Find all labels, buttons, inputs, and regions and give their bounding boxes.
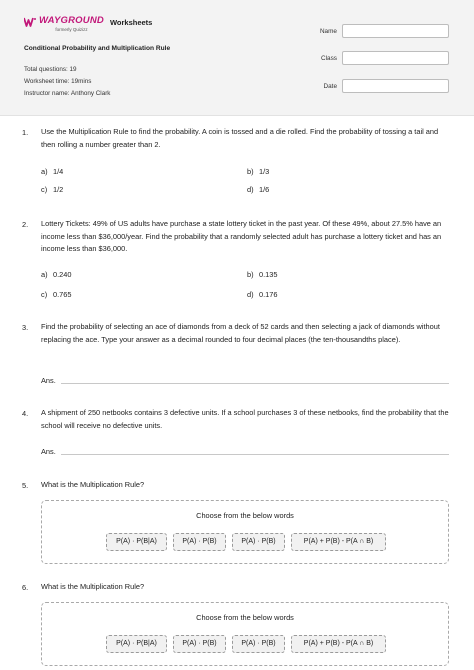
answer-option[interactable]	[41, 185, 63, 194]
answer-option[interactable]	[247, 167, 269, 176]
question-text: Find the probability of selecting an ace of diamonds from a deck of 52 cards and then selecting a jack of diamonds without replacing the ace. Type your answer as a decimal rounded to four decimal places (the ten-thousandths place).	[41, 322, 440, 344]
word-chip[interactable]: P(A) · P(B)	[173, 635, 226, 653]
question-number: 6.	[22, 583, 29, 592]
answer-line[interactable]	[61, 454, 449, 455]
worksheet-time: Worksheet time: 19mins	[24, 78, 92, 85]
option-letter: d)	[247, 185, 254, 194]
answer-option[interactable]	[247, 290, 278, 299]
class-label: Class	[321, 55, 337, 62]
question-text: What is the Multiplication Rule?	[41, 480, 145, 489]
wayground-logo-icon	[24, 17, 36, 27]
question-number: 1.	[22, 128, 29, 137]
option-value: 1/4	[53, 167, 64, 176]
option-value: 1/3	[259, 167, 270, 176]
logo-wordmark	[39, 15, 104, 32]
word-chip[interactable]: P(A) + P(B) - P(A ∩ B)	[291, 533, 386, 551]
word-chip[interactable]: P(A) · P(B)	[232, 533, 285, 551]
word-chip[interactable]: P(A) · P(B)	[232, 635, 285, 653]
question-text: A shipment of 250 netbooks contains 3 defective units. If a school purchases 3 of these netbooks, find the probability that the school will receive no defective units.	[41, 408, 449, 430]
answer-option[interactable]	[41, 290, 72, 299]
option-letter: a)	[41, 167, 48, 176]
answer-label: Ans.	[41, 447, 56, 456]
option-value: 0.135	[259, 270, 278, 279]
answer-line[interactable]	[61, 383, 449, 384]
name-label: Name	[319, 28, 337, 35]
option-letter: c)	[41, 185, 48, 194]
question-number: 5.	[22, 481, 29, 490]
option-value: 1/2	[53, 185, 64, 194]
word-chip[interactable]: P(A) · P(B)	[173, 533, 226, 551]
question-text: Use the Multiplication Rule to find the probability. A coin is tossed and a die rolled. Find the probability of tossing a tail and then rolling a number greater than 2.	[41, 127, 439, 149]
question-text: What is the Multiplication Rule?	[41, 582, 145, 591]
answer-label: Ans.	[41, 376, 56, 385]
word-chip[interactable]: P(A) · P(B|A)	[106, 533, 167, 551]
answer-option[interactable]	[41, 167, 63, 176]
word-chip[interactable]: P(A) · P(B|A)	[106, 635, 167, 653]
worksheet-header	[0, 0, 474, 116]
option-letter: b)	[247, 270, 254, 279]
option-value: 1/6	[259, 185, 270, 194]
class-field[interactable]	[342, 51, 449, 65]
name-field[interactable]	[342, 24, 449, 38]
option-letter: b)	[247, 167, 254, 176]
question-number: 4.	[22, 409, 29, 418]
answer-option[interactable]	[247, 270, 278, 279]
instructor-name: Instructor name: Anthony Clark	[24, 90, 111, 97]
word-bank	[41, 500, 449, 564]
date-label: Date	[323, 83, 337, 90]
question-text: Lottery Tickets: 49% of US adults have purchase a state lottery ticket in the past year. Of these 49%, about 27.5% have an income less than $36,000/year. Find the probability that a randomly selected adult has purchase a lottery ticket and has an income less than $36,000.	[41, 219, 442, 253]
word-chip[interactable]: P(A) + P(B) - P(A ∩ B)	[291, 635, 386, 653]
total-questions: Total questions: 19	[24, 66, 77, 73]
answer-option[interactable]	[247, 185, 269, 194]
option-value: 0.176	[259, 290, 278, 299]
option-letter: d)	[247, 290, 254, 299]
brand	[24, 15, 152, 32]
question-number: 3.	[22, 323, 29, 332]
question-number: 2.	[22, 220, 29, 229]
date-field[interactable]	[342, 79, 449, 93]
option-letter: c)	[41, 290, 48, 299]
logo-subtitle: formerly Quizizz	[55, 27, 88, 32]
option-value: 0.240	[53, 270, 72, 279]
word-bank-title: Choose from the below words	[196, 511, 294, 520]
option-letter: a)	[41, 270, 48, 279]
word-bank-title: Choose from the below words	[196, 613, 294, 622]
worksheet-title: Conditional Probability and Multiplication Rule	[24, 45, 171, 52]
answer-option[interactable]	[41, 270, 72, 279]
option-value: 0.765	[53, 290, 72, 299]
word-bank	[41, 602, 449, 666]
logo-text: WAYGROUND	[39, 15, 104, 26]
brand-title: Worksheets	[109, 18, 153, 27]
